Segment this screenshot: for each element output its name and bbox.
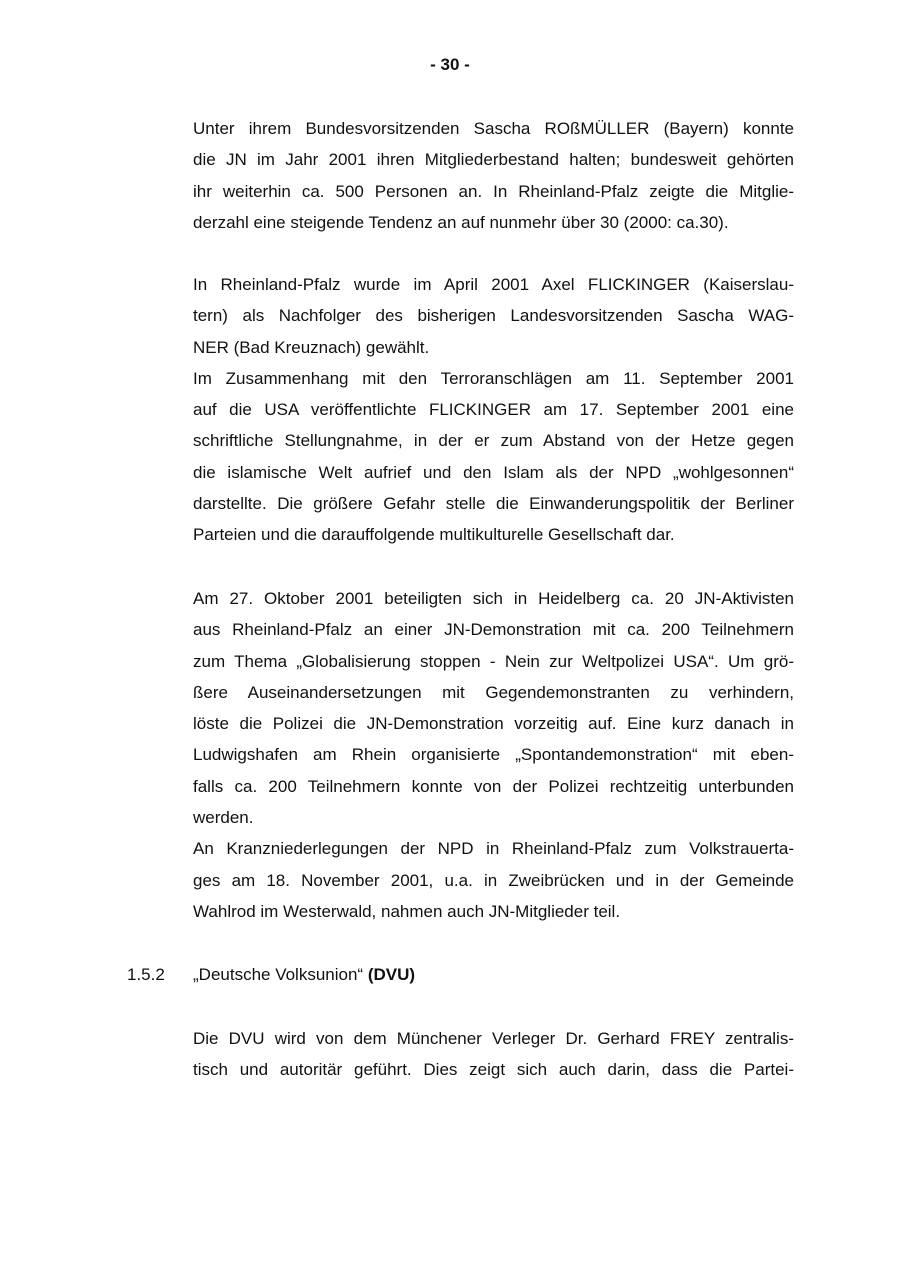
text-line: die islamische Welt aufrief und den Islam als der NPD „wohlgesonnen“ <box>193 462 794 482</box>
text-line: ihr weiterhin ca. 500 Personen an. In Rheinland-Pfalz zeigte die Mitglie- <box>193 181 794 201</box>
text-line: Parteien und die darauffolgende multikulturelle Gesellschaft dar. <box>193 525 675 545</box>
text-line: ges am 18. November 2001, u.a. in Zweibrücken und in der Gemeinde <box>193 870 794 890</box>
text-line: An Kranzniederlegungen der NPD in Rheinland-Pfalz zum Volkstrauerta- <box>193 839 794 859</box>
text-line: Im Zusammenhang mit den Terroranschlägen am 11. September 2001 <box>193 368 794 388</box>
text-line: löste die Polizei die JN-Demonstration vorzeitig auf. Eine kurz danach in <box>193 714 794 734</box>
section-abbreviation: (DVU) <box>367 965 416 984</box>
paragraph-dvu <box>193 1023 794 1086</box>
paragraph-jn-membership <box>193 113 794 238</box>
text-line: NER (Bad Kreuznach) gewählt. <box>193 337 430 357</box>
text-line: Die DVU wird von dem Münchener Verleger Dr. Gerhard FREY zentralis- <box>193 1029 794 1048</box>
text-line: zum Thema „Globalisierung stoppen - Nein zur Weltpolizei USA“. Um grö- <box>193 651 794 671</box>
paragraph-demonstration <box>193 583 794 927</box>
text-line: tisch und autoritär geführt. Dies zeigt sich auch darin, dass die Partei- <box>193 1060 794 1080</box>
text-line: falls ca. 200 Teilnehmern konnte von der Polizei rechtzeitig unterbunden <box>193 776 794 796</box>
text-line: ßere Auseinandersetzungen mit Gegendemonstranten zu verhindern, <box>193 682 794 702</box>
text-line: werden. <box>193 808 254 828</box>
text-line: tern) als Nachfolger des bisherigen Landesvorsitzenden Sascha WAG- <box>193 306 794 326</box>
text-line: schriftliche Stellungnahme, in der er zum Abstand von der Hetze gegen <box>193 431 794 451</box>
text-line: Am 27. Oktober 2001 beteiligten sich in Heidelberg ca. 20 JN-Aktivisten <box>193 589 794 608</box>
text-line: Unter ihrem Bundesvorsitzenden Sascha ROßMÜLLER (Bayern) konnte <box>193 119 794 138</box>
text-line: Wahlrod im Westerwald, nahmen auch JN-Mitglieder teil. <box>193 901 621 921</box>
text-line: Ludwigshafen am Rhein organisierte „Spontandemonstration“ mit eben- <box>193 745 794 765</box>
text-line: die JN im Jahr 2001 ihren Mitgliederbestand halten; bundesweit gehörten <box>193 150 794 170</box>
text-line: derzahl eine steigende Tendenz an auf nunmehr über 30 (2000: ca.30). <box>193 212 729 232</box>
text-line: aus Rheinland-Pfalz an einer JN-Demonstration mit ca. 200 Teilnehmern <box>193 620 794 640</box>
section-title: „Deutsche Volksunion“ <box>193 965 364 984</box>
page-number: - 30 - <box>430 55 470 74</box>
text-line: In Rheinland-Pfalz wurde im April 2001 Axel FLICKINGER (Kaiserslau- <box>193 275 794 294</box>
paragraph-flickinger <box>193 269 794 551</box>
section-number: 1.5.2 <box>127 965 165 984</box>
text-line: darstellte. Die größere Gefahr stelle die Einwanderungspolitik der Berliner <box>193 494 794 514</box>
section-heading <box>127 961 415 989</box>
text-line: auf die USA veröffentlichte FLICKINGER am 17. September 2001 eine <box>193 400 794 420</box>
